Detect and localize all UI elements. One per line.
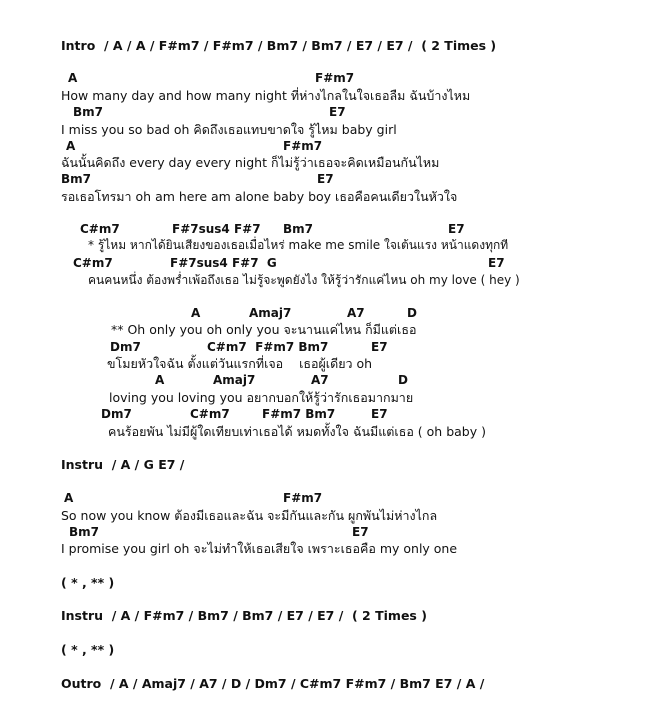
chord: A7 <box>311 373 329 387</box>
chord: E7 <box>371 407 388 421</box>
chord: C#m7 <box>73 256 113 270</box>
lyric-line: คนร้อยพัน ไม่มีผู้ใดเทียบเท่าเธอได้ หมดทั้งใจ ฉันมีแต่เธอ ( oh baby ) <box>108 424 486 439</box>
chord: Bm7 <box>61 172 91 186</box>
chord: Bm7 <box>73 105 103 119</box>
lyric-line: How many day and how many night ที่ห่างไกลในใจเธอลืม ฉันบ้างไหม <box>61 88 471 103</box>
instru-line: Instru / A / G E7 / <box>61 457 185 472</box>
lyric-line: ฉันนั้นคิดถึง every day every night ก็ไม่รู้ว่าเธอจะคิดเหมือนกันไหม <box>61 155 440 170</box>
chord: E7 <box>317 172 334 186</box>
chord: E7 <box>448 222 465 236</box>
chord: A <box>155 373 165 387</box>
chord: A7 <box>347 306 365 320</box>
chord: A <box>191 306 201 320</box>
lyric-line: คนคนหนึ่ง ต้องพร่ำเพ้อถึงเธอ ไม่รู้จะพูดยังไง ให้รู้ว่ารักแค่ไหน oh my love ( hey ) <box>88 273 520 287</box>
chord: D <box>407 306 417 320</box>
chord: C#m7 <box>190 407 230 421</box>
lyric-line: ขโมยหัวใจฉัน ตั้งแต่วันแรกที่เจอ เธอผู้เดียว oh <box>107 356 373 371</box>
chord: A <box>66 139 76 153</box>
lyric-line: ** Oh only you oh only you จะนานแค่ไหน ก็มีแต่เธอ <box>111 322 417 337</box>
chord: A <box>68 71 78 85</box>
chord: C#m7 <box>80 222 120 236</box>
outro-line: Outro / A / Amaj7 / A7 / D / Dm7 / C#m7 F#m7 / Bm7 E7 / A / <box>61 676 485 691</box>
chord: Dm7 <box>110 340 141 354</box>
chord: E7 <box>352 525 369 539</box>
lyric-line: loving you loving you อยากบอกให้รู้ว่ารักเธอมากมาย <box>109 390 414 405</box>
chord: F#7sus4 F#7 <box>172 222 261 236</box>
chord: Amaj7 <box>249 306 292 320</box>
chord: C#m7 F#m7 Bm7 <box>207 340 329 354</box>
instru-line: Instru / A / F#m7 / Bm7 / Bm7 / E7 / E7 / ( 2 Times ) <box>61 608 427 623</box>
lyric-line: รอเธอโทรมา oh am here am alone baby boy เธอคือคนเดียวในหัวใจ <box>61 189 458 204</box>
intro-line: Intro / A / A / F#m7 / F#m7 / Bm7 / Bm7 / E7 / E7 / ( 2 Times ) <box>61 38 497 53</box>
chord: Bm7 <box>69 525 99 539</box>
lyric-line: I miss you so bad oh คิดถึงเธอแทบขาดใจ รู้ไหม baby girl <box>61 122 397 137</box>
chord: F#m7 Bm7 <box>262 407 336 421</box>
lyric-line: * รู้ไหม หากได้ยินเสียงของเธอเมื่อไหร่ make me smile ใจเต้นแรง หน้าแดงทุกที <box>88 238 509 252</box>
repeat-marker: ( * , ** ) <box>61 642 115 657</box>
chord: D <box>398 373 408 387</box>
chord: E7 <box>329 105 346 119</box>
repeat-marker: ( * , ** ) <box>61 575 115 590</box>
chord: F#m7 <box>283 491 323 505</box>
chord: F#7sus4 F#7 G <box>170 256 277 270</box>
lyric-line: I promise you girl oh จะไม่ทำให้เธอเสียใจ เพราะเธอคือ my only one <box>61 541 458 556</box>
chord: E7 <box>371 340 388 354</box>
chord: F#m7 <box>315 71 355 85</box>
chord: Amaj7 <box>213 373 256 387</box>
chord: E7 <box>488 256 505 270</box>
chord: Bm7 <box>283 222 313 236</box>
chord: A <box>64 491 74 505</box>
chord: F#m7 <box>283 139 323 153</box>
lyric-line: So now you know ต้องมีเธอและฉัน จะมีกันและกัน ผูกพันไม่ห่างไกล <box>61 508 438 523</box>
chord: Dm7 <box>101 407 132 421</box>
